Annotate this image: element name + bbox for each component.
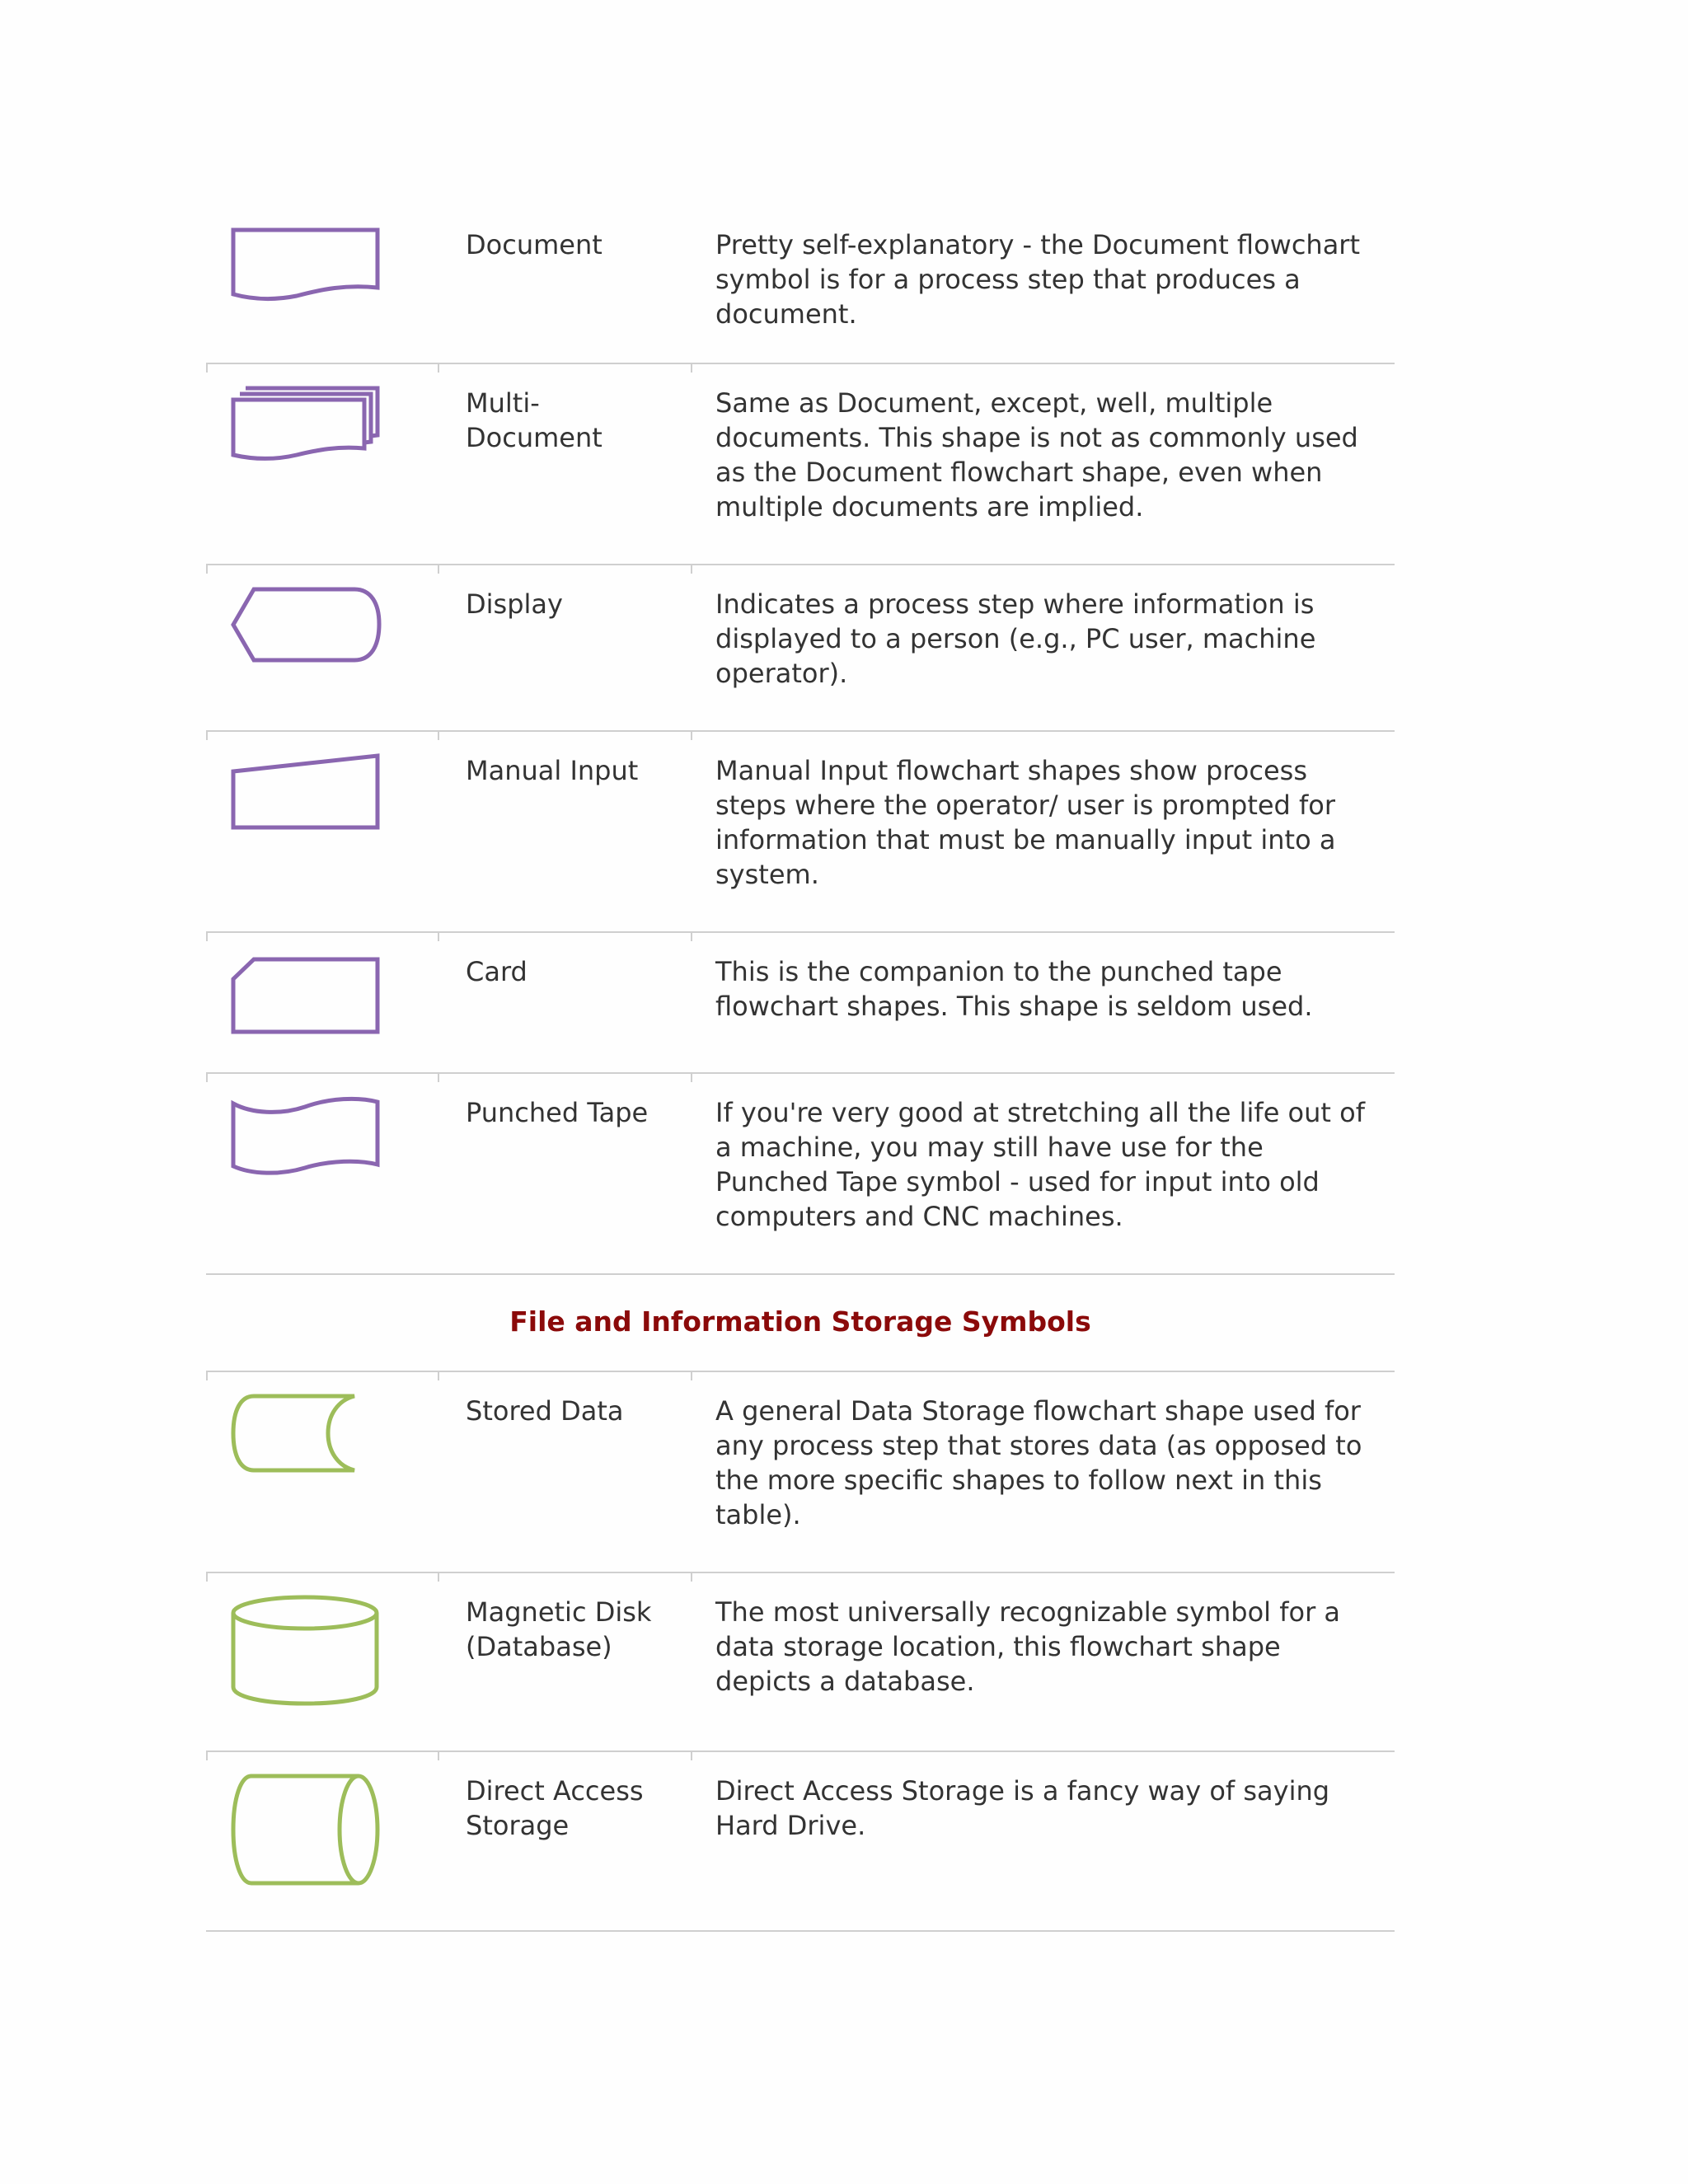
table-row	[206, 1372, 1395, 1573]
symbol-description: This is the companion to the punched tape flowchart shapes. This shape is seldom used.	[715, 956, 1313, 1022]
stored-data-shape-icon	[231, 1394, 387, 1481]
symbol-description: The most universally recognizable symbol for a data storage location, this flowchart shape depicts a database.	[715, 1596, 1341, 1697]
symbol-description: If you're very good at stretching all the life out of a machine, you may still have use for the Punched Tape symbol - used for input into old computers and CNC machines.	[715, 1097, 1365, 1232]
symbol-name: Card	[466, 956, 528, 987]
symbol-cell	[206, 1074, 439, 1273]
symbol-description: A general Data Storage flowchart shape used for any process step that stores data (as opposed to the more specific shapes to follow next in this table).	[715, 1395, 1362, 1530]
symbol-name: Document	[466, 229, 603, 260]
symbol-name: Display	[466, 588, 563, 620]
symbol-cell	[206, 364, 439, 564]
table-row	[206, 1573, 1395, 1752]
symbol-name: Stored Data	[466, 1395, 624, 1427]
table-row	[206, 206, 1395, 364]
table-row	[206, 565, 1395, 732]
table-row	[206, 364, 1395, 565]
symbol-name: Magnetic Disk (Database)	[466, 1596, 652, 1662]
symbol-description: Manual Input flowchart shapes show process steps where the operator/ user is prompted for information that must be manually input into a system.	[715, 755, 1336, 890]
manual-input-shape-icon	[231, 753, 387, 841]
display-shape-icon	[231, 587, 387, 674]
symbol-cell	[206, 933, 439, 1072]
multi-document-shape-icon	[231, 386, 387, 473]
symbol-name: Multi-Document	[466, 387, 603, 453]
section-header	[206, 1275, 1395, 1372]
table-row	[206, 1752, 1395, 1932]
symbol-cell	[206, 1372, 439, 1572]
symbol-name: Punched Tape	[466, 1097, 649, 1128]
symbol-name: Manual Input	[466, 755, 639, 786]
symbol-description: Direct Access Storage is a fancy way of saying Hard Drive.	[715, 1775, 1330, 1841]
symbol-description: Indicates a process step where information is displayed to a person (e.g., PC user, machine operator).	[715, 588, 1316, 689]
table-row	[206, 732, 1395, 933]
direct-access-storage-shape-icon	[231, 1774, 387, 1889]
symbol-cell	[206, 206, 439, 363]
document-shape-icon	[231, 227, 387, 315]
symbol-cell	[206, 1573, 439, 1750]
magnetic-disk-shape-icon	[231, 1595, 387, 1710]
flowchart-symbols-table	[206, 206, 1395, 1932]
punched-tape-shape-icon	[231, 1095, 387, 1183]
symbol-name: Direct Access Storage	[466, 1775, 644, 1841]
symbol-cell	[206, 1752, 439, 1930]
table-row	[206, 1074, 1395, 1275]
symbol-description: Pretty self-explanatory - the Document flowchart symbol is for a process step that produces a document.	[715, 229, 1360, 330]
card-shape-icon	[231, 954, 387, 1042]
symbol-description: Same as Document, except, well, multiple documents. This shape is not as commonly used as the Document flowchart shape, even when multiple documents are implied.	[715, 387, 1358, 523]
table-row	[206, 933, 1395, 1074]
symbol-cell	[206, 732, 439, 931]
symbol-cell	[206, 565, 439, 730]
section-title: File and Information Storage Symbols	[509, 1305, 1091, 1338]
